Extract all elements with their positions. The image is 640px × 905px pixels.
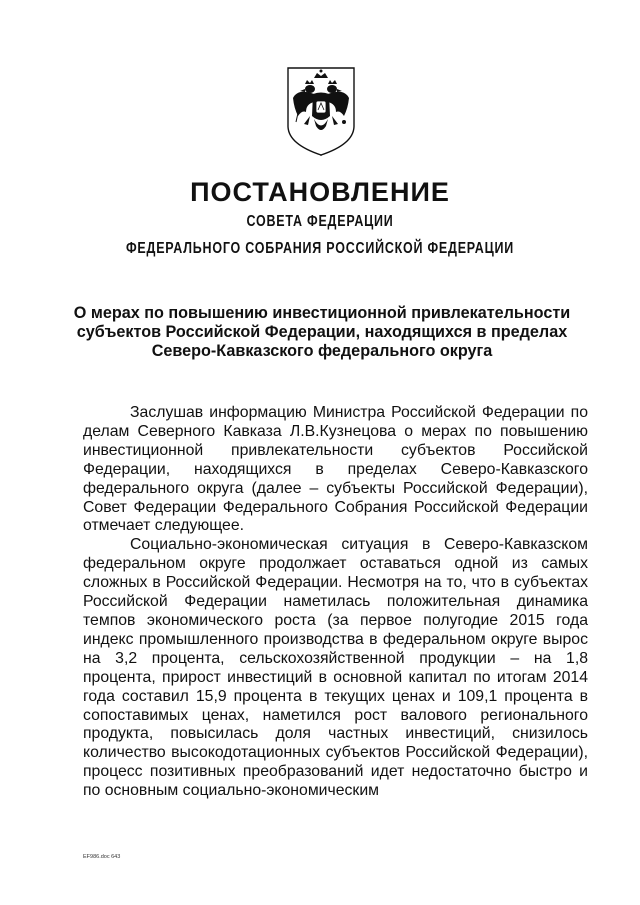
body-paragraph: Социально-экономическая ситуация в Северо-Кавказском федеральном округе продолжает оставаться одной из самых сложных в Российской Федерации. Несмотря на то, что в субъектах Российской Федерации наметилась положительная динамика темпов экономического роста (за первое полугодие 2015 года индекс промышленного производства в федеральном округе вырос на 3,2 процента, сельскохозяйственной продукции – на 1,8 процента, прирост инвестиций в основной капитал по итогам 2014 года составил 15,9 процента в текущих ценах и 109,1 процента в сопоставимых ценах, наметился рост валового регионального продукта, повысилась доля частных инвестиций, снизилось количество высокодотационных субъектов Российской Федерации), процесс позитивных преобразований идет недостаточно быстро и по основным социально-экономическим [83,536,588,800]
coat-of-arms-icon [284,64,358,156]
heading-line: субъектов Российской Федерации, находящихся в пределах [76,323,568,341]
body-paragraph: Заслушав информацию Министра Российской Федерации по делам Северного Кавказа Л.В.Кузнецова о мерах по повышению инвестиционной привлекательности субъектов Российской Федерации, находящихся в пределах Северо-Кавказского федерального округа (далее – субъекты Российской Федерации), Совет Федерации Федерального Собрания Российской Федерации отмечает следующее. [83,404,588,535]
heading-line: О мерах по повышению инвестиционной привлекательности [73,304,571,322]
document-body [83,404,588,801]
document-subtitle-assembly: ФЕДЕРАЛЬНОГО СОБРАНИЯ РОССИЙСКОЙ ФЕДЕРАЦИИ [125,240,515,257]
document-footer-code: EF986.doc 643 [83,854,121,860]
document-subtitle-council: СОВЕТА ФЕДЕРАЦИИ [246,213,394,230]
heading-line: Северо-Кавказского федерального округа [151,342,493,360]
resolution-heading [60,304,584,361]
document-title: ПОСТАНОВЛЕНИЕ [190,177,450,207]
